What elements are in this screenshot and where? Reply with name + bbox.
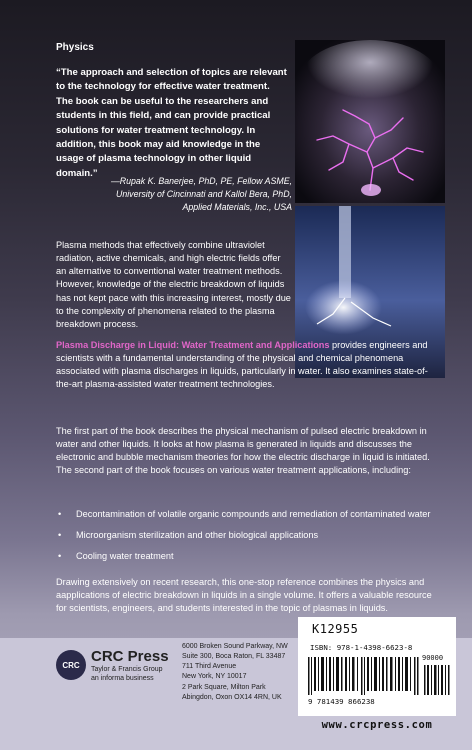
isbn-number: ISBN: 978-1-4398-6623-8 <box>310 643 413 652</box>
publisher-tagline: an informa business <box>91 674 154 682</box>
address-line: Abingdon, Oxon OX14 4RN, UK <box>182 693 282 701</box>
catalog-code: K12955 <box>312 622 359 636</box>
category-label: Physics <box>56 42 94 53</box>
publisher-name: CRC Press <box>91 648 169 665</box>
isbn-barcode-box <box>298 617 456 716</box>
address-line: 711 Third Avenue <box>182 663 237 671</box>
description-paragraph-parts: The first part of the book describes the physical mechanism of pulsed electric breakdown in water and other liquids. It looks at how plasma is generated in liquids and discusses the electronic and bubble mechanism theories for how the electric discharge in liquid is initiated. The second part of the book focuses on various water treatment applications, including: <box>56 426 430 476</box>
description-paragraph-intro: Plasma methods that effectively combine ultraviolet radiation, active chemicals, and high electric fields offer an alternative to conventional water treatment methods. However, knowledge of the electric breakdown of liquids has not kept pace with this increasing interest, mostly due to the complexity of phenomena related to the plasma breakdown process. <box>56 240 291 329</box>
description-paragraph-closing: Drawing extensively on recent research, this one-stop reference combines the physics and aapplications of electric breakdown in liquids in a single volume. It offers a valuable resource for scientists, engineers, and students interested in the topic of plasmas in liquids. <box>56 577 432 614</box>
publisher-website: www.crcpress.com <box>321 719 433 731</box>
description-text: provides engineers and scientists with a fundamental understanding of the physical and chemical phenomena associated with plasma discharges in liquids, particularly in water. It also examines state-of-the-art plasma-assisted water treatment technologies. <box>56 340 428 390</box>
address-line: 2 Park Square, Milton Park <box>182 683 266 691</box>
crc-press-logo <box>56 650 86 680</box>
book-title-highlight: Plasma Discharge in Liquid: Water Treatment and Applications <box>56 340 330 350</box>
address-line: Suite 300, Boca Raton, FL 33487 <box>182 653 286 661</box>
attribution-line: University of Cincinnati and Kallol Bera, PhD, <box>115 189 292 200</box>
price-barcode-icon <box>424 665 450 695</box>
publisher-group <box>91 666 163 684</box>
address-line: New York, NY 10017 <box>182 673 247 681</box>
logo-text: CRC <box>62 660 80 670</box>
barcode-digits: 9 781439 866238 <box>308 697 375 706</box>
endorsement-attribution <box>56 175 292 215</box>
address-line: 6000 Broken Sound Parkway, NW <box>182 643 288 650</box>
price-code: 90000 <box>422 654 444 662</box>
publisher-addresses <box>182 642 288 703</box>
description-paragraph-title <box>56 339 441 392</box>
list-item: • Cooling water treatment <box>56 550 441 563</box>
barcode-icon <box>308 657 420 695</box>
attribution-line: Applied Materials, Inc., USA <box>182 202 292 213</box>
applications-list <box>56 508 441 571</box>
endorsement-quote: “The approach and selection of topics are relevant to the technology for effective water treatment. The book can be useful to the researchers and students in this field, and can provide practical solutions for water treatment technology. In addition, this book may aid knowledge in the usage of plasma technology in other liquid domain.” <box>56 67 287 179</box>
list-item: • Microorganism sterilization and other biological applications <box>56 529 441 542</box>
attribution-line: —Rupak K. Banerjee, PhD, PE, Fellow ASME, <box>110 176 292 186</box>
list-item: • Decontamination of volatile organic compounds and remediation of contaminated water <box>56 508 441 521</box>
publisher-group-name: Taylor & Francis Group <box>91 666 163 673</box>
plasma-discharge-photo-1 <box>295 40 445 203</box>
